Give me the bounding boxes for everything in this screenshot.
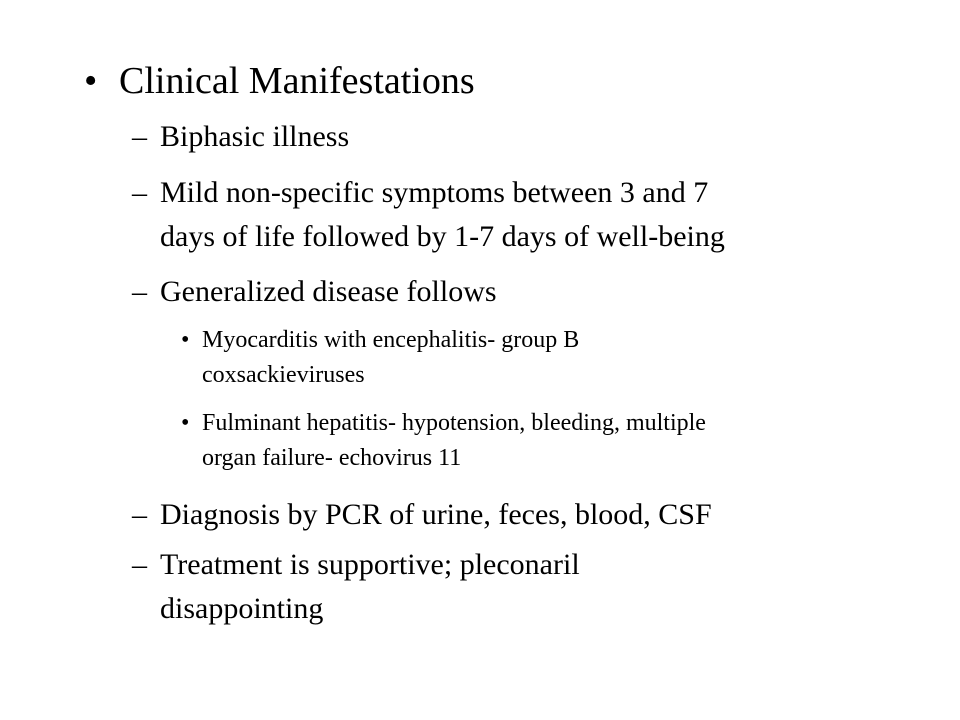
point-3-text: Generalized disease follows — [160, 275, 497, 308]
point-2-text-line-2: days of life followed by 1-7 days of well-being — [160, 220, 725, 253]
subpoint-2-bullet: • — [181, 410, 190, 436]
point-5-dash: – — [132, 548, 147, 581]
point-2-dash: – — [132, 176, 147, 209]
subpoint-1-bullet: • — [181, 327, 190, 353]
subpoint-1-text-line-2: coxsackieviruses — [202, 362, 365, 388]
point-4-text: Diagnosis by PCR of urine, feces, blood, CSF — [160, 498, 712, 531]
point-3-dash: – — [132, 275, 147, 308]
subpoint-2-text-line-1: Fulminant hepatitis- hypotension, bleeding, multiple — [202, 410, 706, 436]
heading-text: Clinical Manifestations — [119, 60, 475, 102]
point-1-text: Biphasic illness — [160, 120, 350, 153]
point-1-dash: – — [132, 120, 147, 153]
point-5-text-line-1: Treatment is supportive; pleconaril — [160, 548, 580, 581]
point-2-text-line-1: Mild non-specific symptoms between 3 and 7 — [160, 176, 709, 209]
point-5-text-line-2: disappointing — [160, 592, 324, 625]
subpoint-2-text-line-2: organ failure- echovirus 11 — [202, 445, 462, 471]
heading-bullet: • — [84, 60, 98, 102]
point-4-dash: – — [132, 498, 147, 531]
subpoint-1-text-line-1: Myocarditis with encephalitis- group B — [202, 327, 580, 353]
